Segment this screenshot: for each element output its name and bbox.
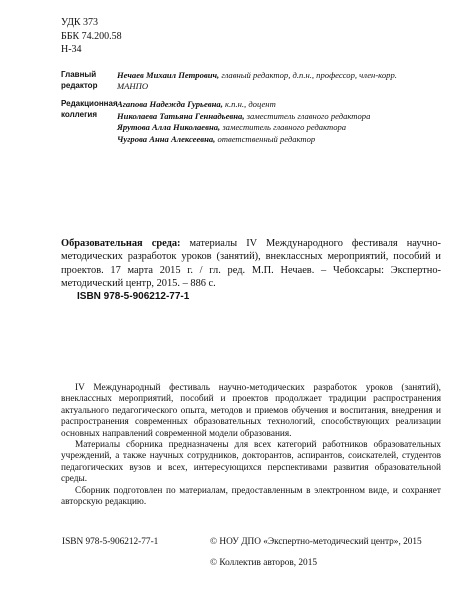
editor-label: Главный редактор (61, 70, 98, 90)
author-mark: Н-34 (61, 44, 82, 55)
book-title: Образовательная среда: (61, 238, 181, 249)
udk-code: УДК 373 (61, 17, 99, 28)
copyright-publisher: © НОУ ДПО «Экспертно-методический центр», 2015 (210, 537, 422, 547)
board-member: Ярутова Алла Николаевна, заместитель главного редактора (117, 122, 347, 133)
editor-details: главный редактор, д.п.н., профессор, член-корр. МАНПО (117, 70, 397, 91)
abstract-paragraph: Материалы сборника предназначены для всех категорий работников образовательных учреждений, а также научных сотрудников, докторантов, аспирантов, соискателей, студентов педагогических вузов и всех, интересующихся перспективами развития образовательной среды. (61, 440, 441, 485)
catalog-codes (61, 16, 122, 57)
abstract-paragraph: Сборник подготовлен по материалам, предоставленным в электронном виде, и сохраняет авторскую редакцию. (61, 485, 441, 508)
abstract (61, 383, 441, 508)
editor-info (117, 70, 417, 92)
board-member: Агапова Надежда Гурьевна, к.п.н., доцент (117, 99, 276, 109)
editor-name: Нечаев Михаил Петрович, (117, 70, 220, 80)
board-label: Редакционная коллегия (61, 99, 118, 119)
footer-isbn: ISBN 978-5-906212-77-1 (62, 537, 159, 547)
bbk-code: ББК 74.200.58 (61, 30, 122, 42)
bibliographic-description: материалы IV Международного фестиваля научно-методических разработок уроков (занятий), внеклассных мероприятий, пособий и проектов. 17 марта 2015 г. / гл. ред. М.П. Нечаев. – Чебоксары: Экспертно-методический центр, 2015. – 886 с. (61, 238, 441, 289)
abstract-paragraph: IV Международный фестиваль научно-методических разработок уроков (занятий), внеклассных мероприятий, пособий и проектов продолжает традиции распространения актуального педагогического опыта, методов и приемов обучения и воспитания, внедрения и распространения современных образовательных технологий, способствующих реализации основных направлений современной модели образования. (61, 383, 441, 439)
board-members (117, 99, 417, 145)
bibliographic-record (61, 237, 441, 290)
board-member: Чугрова Анна Алексеевна, ответственный редактор (117, 133, 316, 144)
isbn-bibliographic: ISBN 978-5-906212-77-1 (77, 291, 190, 302)
copyright-authors: © Коллектив авторов, 2015 (210, 558, 318, 568)
board-member: Николаева Татьяна Геннадьевна, заместитель главного редактора (117, 110, 371, 121)
